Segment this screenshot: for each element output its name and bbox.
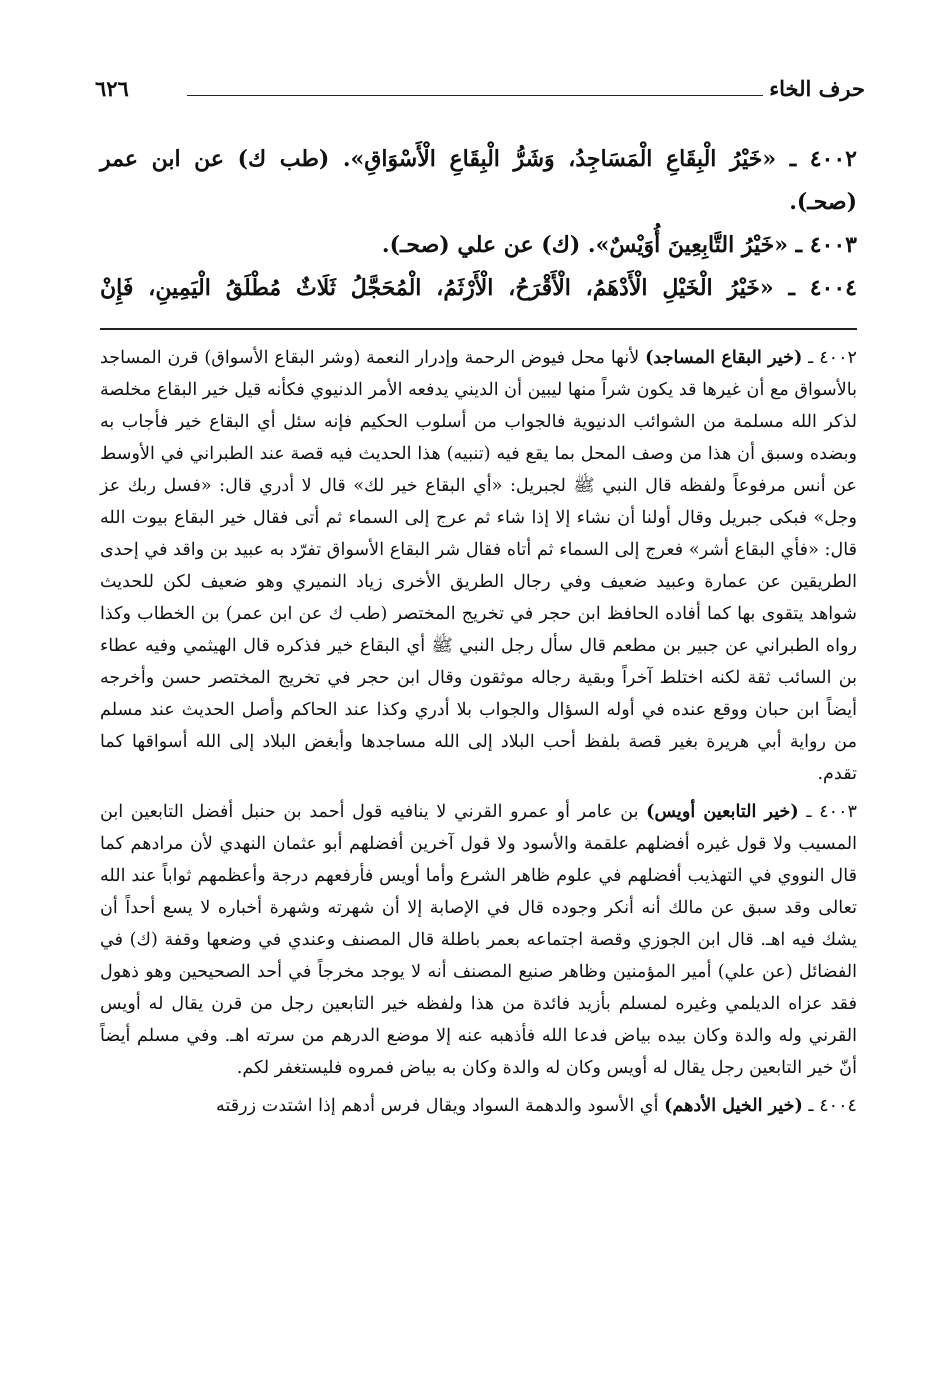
- hadith-entries: [100, 138, 857, 310]
- hadith-entry: ٤٠٠٢ ـ «خَيْرُ الْبِقَاعِ الْمَسَاجِدُ، وَشَرُّ الْبِقَاعِ الْأَسْوَاقِ». (طب ك) عن ابن عمر (صحـ).: [100, 146, 857, 215]
- page-header: [95, 72, 865, 108]
- commentary-paragraph: ٤٠٠٢ ـ (خير البقاع المساجد) لأنها محل فيوض الرحمة وإدرار النعمة (وشر البقاع الأسواق) قرن المساجد بالأسواق مع أن غيرها قد يكون شراً منها ليبين أن الديني يدفعه الأمر الدنيوي فكأنه قيل خير البقاع مخلصة لذكر الله مسلمة من الشوائب الدنيوية فالجواب من أسلوب الحكيم فإنه سئل أي البقاع خير فأجاب به وبضده وسبق أن هذا من وصف المحل بما يقع فيه (تنبيه) هذا الحديث فيه قصة عند الطبراني في الأوسط عن أنس مرفوعاً ولفظه قال النبي ﷺ لجبريل: «أي البقاع خير لك» قال لا أدري قال: «فسل ربك عز وجل» فبكى جبريل وقال أولنا أن نشاء إلا إذا شاء ثم عرج إلى السماء ثم أتى فقال خير البقاع بيوت الله قال: «فأي البقاع أشر» فعرج إلى السماء ثم أتاه فقال شر البقاع الأسواق تفرّد به عبيد بن واقد في إحدى الطريقين عن عمارة وعبيد ضعيف وفي رجال الطريق الأخرى زياد النميري وهو ضعيف لكن للحديث شواهد يتقوى بها كما أفاده الحافظ ابن حجر في تخريج المختصر (طب ك عن ابن عمر) بن الخطاب وكذا رواه الطبراني عن جبير بن مطعم قال سأل رجل النبي ﷺ أي البقاع خير فذكره قال الهيثمي وفيه عطاء بن السائب ثقة لكنه اختلط آخراً وبقية رجاله موثقون وقال ابن حجر في تخريج المختصر حسن وأخرجه أيضاً ابن حبان ووقع عنده في أوله السؤال والجواب بلا أدري وكذا عند الحاكم وأصل الحديث عند مسلم من رواية أبي هريرة بغير قصة بلفظ أحب البلاد إلى الله مساجدها وأبغض البلاد إلى الله أسواقها كما تقدم.: [100, 347, 858, 784]
- entry-number: ٤٠٠٢: [809, 146, 857, 172]
- commentary-heading: (خير التابعين أويس): [646, 801, 799, 822]
- header-rule: [187, 95, 763, 96]
- commentary-paragraph: ٤٠٠٤ ـ (خير الخيل الأدهم) أي الأسود والدهمة السواد ويقال فرس أدهم إذا اشتدت زرقته: [216, 1095, 857, 1116]
- commentary-paragraph: ٤٠٠٣ ـ (خير التابعين أويس) بن عامر أو عمرو القرني لا ينافيه قول أحمد بن حنبل أفضل التابعين ابن المسيب ولا قول غيره أفضلهم علقمة والأسود ولا قول آخرين أفضلهم أبو عثمان النهدي لأن مرادهم كما قال النووي في التهذيب أفضلهم في علوم ظاهر الشرع وأما أويس فأرفعهم درجة وأعظمهم ثواباً عند الله تعالى وقد سبق عن مالك أنه أنكر وجوده قال في الإصابة إلا أن شهرته وشهرة أخباره لا يسع أحداً أن يشك فيه اهـ. قال ابن الجوزي وقصة اجتماعه بعمر باطلة قال المصنف وعندي في وضعها وقفة (ك) في الفضائل (عن علي) أمير المؤمنين وظاهر صنيع المصنف أنه لا يوجد مخرجاً في أحد الصحيحين وهو ذهول فقد عزاه الديلمي وغيره لمسلم بأزيد فائدة من هذا ولفظه خير التابعين رجل من قرن يقال له أويس القرني وله والدة وكان بيده بياض فدعا الله فأذهبه عنه إلا موضع الدرهم من سرته اهـ. وفي مسلم أيضاً أنّ خير التابعين رجل يقال له أويس وكان له والدة وكان به بياض فمروه فليستغفر لكم.: [100, 801, 857, 1078]
- chapter-title: حرف الخاء: [769, 76, 865, 101]
- entry-number: ٤٠٠٣: [809, 232, 857, 258]
- hadith-entry: ٤٠٠٤ ـ «خَيْرُ الْخَيْلِ الْأَدْهَمُ، الْأَقْرَحُ، الْأَرْثَمُ، الْمُحَجَّلُ ثَلَاثٌ مُطْلَقُ الْيَمِينِ، فَإِنْ: [100, 275, 857, 301]
- page-number: ٦٢٦: [95, 76, 129, 101]
- commentary-text: أي الأسود والدهمة السواد ويقال فرس أدهم إذا اشتدت زرقته: [216, 1096, 659, 1116]
- commentary-section: [100, 342, 857, 1128]
- commentary-number: ٤٠٠٢: [819, 348, 858, 368]
- footnote-separator: [100, 328, 857, 330]
- commentary-text: بن عامر أو عمرو القرني لا ينافيه قول أحمد بن حنبل أفضل التابعين ابن المسيب ولا قول غيره أفضلهم علقمة والأسود ولا قول آخرين أفضلهم أبو عثمان النهدي لأن مرادهم كما قال النووي في التهذيب أفضلهم في علوم ظاهر الشرع وأما أويس فأرفعهم درجة وأعظمهم ثواباً عند الله تعالى وقد سبق عن مالك أنه أنكر وجوده قال في الإصابة إلا أن شهرته وشهرة أخباره لا يسع أحداً أن يشك فيه اهـ. قال ابن الجوزي وقصة اجتماعه بعمر باطلة قال المصنف وعندي في وضعها وقفة (ك) في الفضائل (عن علي) أمير المؤمنين وظاهر صنيع المصنف أنه لا يوجد مخرجاً في أحد الصحيحين وهو ذهول فقد عزاه الديلمي وغيره لمسلم بأزيد فائدة من هذا ولفظه خير التابعين رجل من قرن يقال له أويس القرني وله والدة وكان بيده بياض فدعا الله فأذهبه عنه إلا موضع الدرهم من سرته اهـ. وفي مسلم أيضاً أنّ خير التابعين رجل يقال له أويس وكان له والدة وكان به بياض فمروه فليستغفر لكم.: [100, 802, 857, 1078]
- hadith-entry: ٤٠٠٣ ـ «خَيْرُ التَّابِعِينَ أُوَيْسٌ». (ك) عن علي (صحـ).: [381, 232, 857, 258]
- commentary-heading: (خير الخيل الأدهم): [664, 1095, 803, 1116]
- entry-number: ٤٠٠٤: [809, 275, 857, 301]
- entry-text: «خَيْرُ الْبِقَاعِ الْمَسَاجِدُ، وَشَرُّ الْبِقَاعِ الْأَسْوَاقِ». (طب ك) عن ابن عمر (صحـ).: [100, 146, 857, 215]
- commentary-text: لأنها محل فيوض الرحمة وإدرار النعمة (وشر البقاع الأسواق) قرن المساجد بالأسواق مع أن غيرها قد يكون شراً منها ليبين أن الديني يدفعه الأمر الدنيوي فكأنه قيل خير البقاع مخلصة لذكر الله مسلمة من الشوائب الدنيوية فالجواب من أسلوب الحكيم فإنه سئل أي البقاع خير فأجاب به وبضده وسبق أن هذا من وصف المحل بما يقع فيه (تنبيه) هذا الحديث فيه قصة عند الطبراني في الأوسط عن أنس مرفوعاً ولفظه قال النبي ﷺ لجبريل: «أي البقاع خير لك» قال لا أدري قال: «فسل ربك عز وجل» فبكى جبريل وقال أولنا أن نشاء إلا إذا شاء ثم عرج إلى السماء ثم أتى فقال خير البقاع بيوت الله قال: «فأي البقاع أشر» فعرج إلى السماء ثم أتاه فقال شر البقاع الأسواق تفرّد به عبيد بن واقد في إحدى الطريقين عن عمارة وعبيد ضعيف وفي رجال الطريق الأخرى زياد النميري وهو ضعيف لكن للحديث شواهد يتقوى بها كما أفاده الحافظ ابن حجر في تخريج المختصر (طب ك عن ابن عمر) بن الخطاب وكذا رواه الطبراني عن جبير بن مطعم قال سأل رجل النبي ﷺ أي البقاع خير فذكره قال الهيثمي وفيه عطاء بن السائب ثقة لكنه اختلط آخراً وبقية رجاله موثقون وقال ابن حجر في تخريج المختصر حسن وأخرجه أيضاً ابن حبان ووقع عنده في أوله السؤال والجواب بلا أدري وكذا عند الحاكم وأصل الحديث عند مسلم من رواية أبي هريرة بغير قصة بلفظ أحب البلاد إلى الله مساجدها وأبغض البلاد إلى الله أسواقها كما تقدم.: [100, 348, 857, 784]
- commentary-number: ٤٠٠٤: [819, 1096, 857, 1116]
- entry-text: «خَيْرُ التَّابِعِينَ أُوَيْسٌ». (ك) عن علي (صحـ).: [381, 232, 788, 258]
- commentary-heading: (خير البقاع المساجد): [645, 347, 803, 368]
- entry-text: «خَيْرُ الْخَيْلِ الْأَدْهَمُ، الْأَقْرَحُ، الْأَرْثَمُ، الْمُحَجَّلُ ثَلَاثٌ مُطْلَقُ الْيَمِينِ، فَإِنْ: [100, 275, 774, 301]
- commentary-number: ٤٠٠٣: [819, 802, 857, 822]
